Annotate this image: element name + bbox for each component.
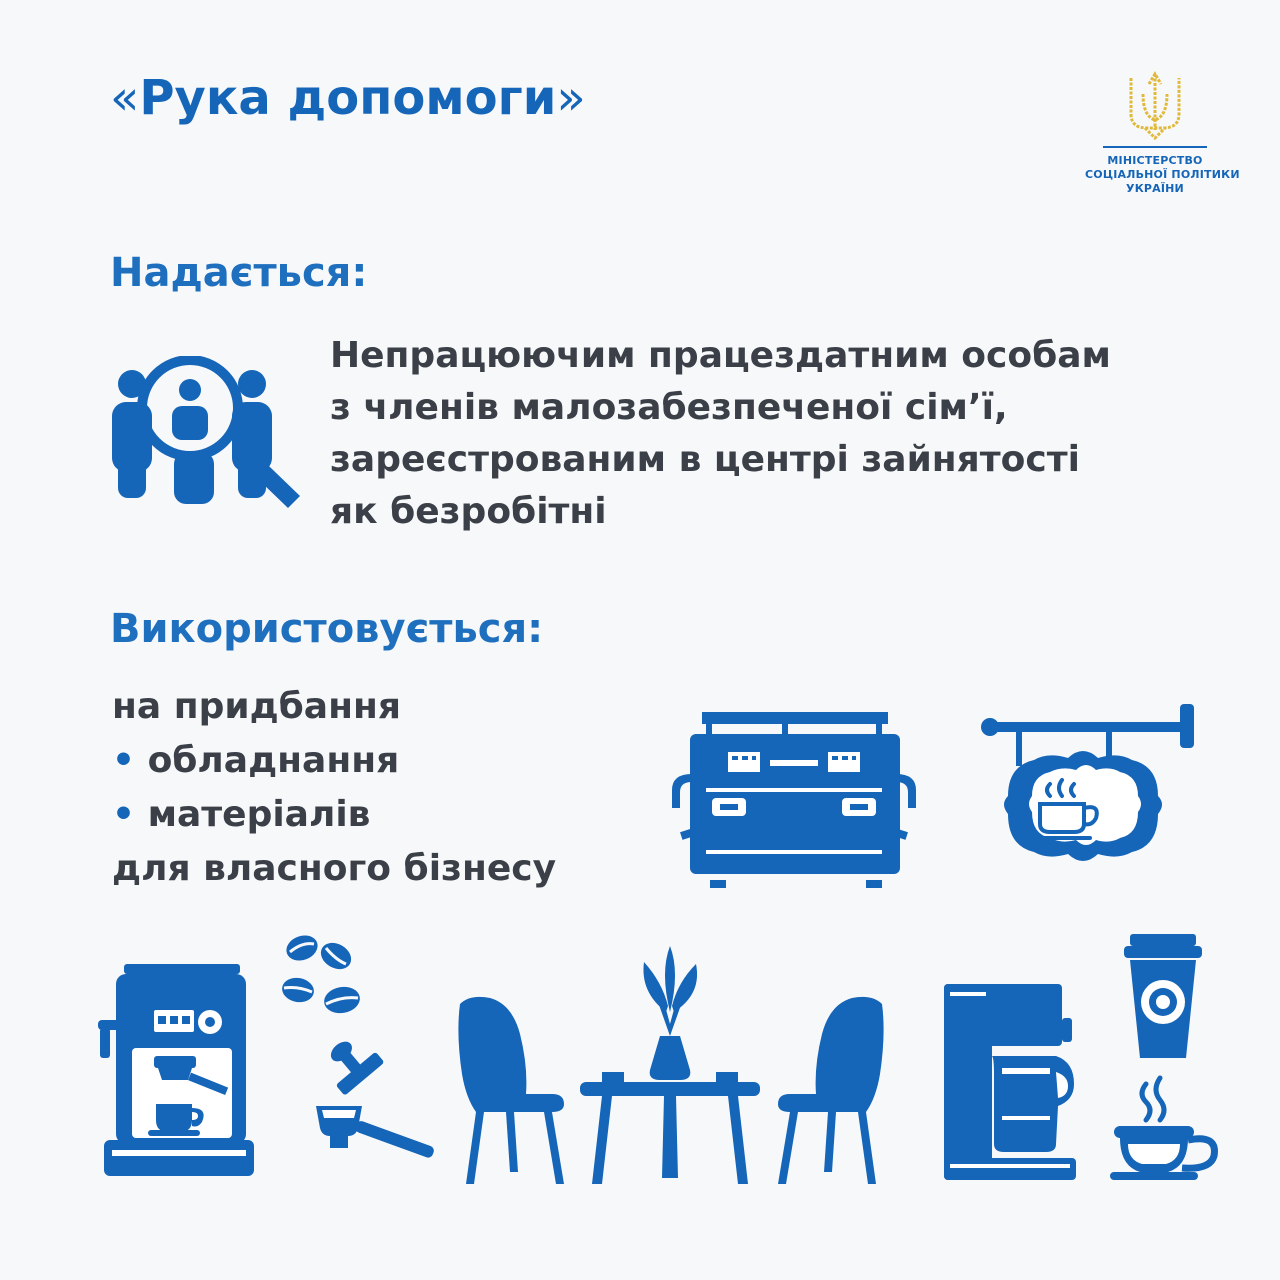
espresso-machine-icon <box>666 712 922 888</box>
coffee-machine-icon <box>98 964 258 1180</box>
drip-coffee-maker-icon <box>944 984 1080 1180</box>
bullet-mark: • <box>112 740 136 781</box>
hot-cup-icon <box>1110 1074 1222 1180</box>
eligibility-line: з членів малозабезпеченої сім’ї, <box>330 387 1008 428</box>
ministry-name-line-1: МІНІСТЕРСТВО <box>1107 154 1203 167</box>
bullet-mark: • <box>112 794 136 835</box>
coffee-beans-icon <box>274 926 374 1026</box>
ministry-name-line-2: СОЦІАЛЬНОЇ ПОЛІТИКИ <box>1085 168 1240 181</box>
people-search-icon <box>104 356 304 516</box>
usage-item-label: матеріалів <box>147 794 371 835</box>
title-close-quote: » <box>556 70 586 126</box>
ministry-name-line-3: УКРАЇНИ <box>1126 182 1184 195</box>
provided-heading: Надається: <box>110 250 368 296</box>
usage-outro: для власного бізнесу <box>112 848 557 889</box>
usage-item <box>112 734 556 788</box>
eligibility-line: Непрацюючим працездатним особам <box>330 335 1111 376</box>
cafe-table-vase-icon <box>580 942 760 1184</box>
tamper-portafilter-icon <box>306 1036 442 1172</box>
used-heading: Використовується: <box>110 606 544 652</box>
cafe-sign-icon <box>970 700 1200 890</box>
usage-list <box>112 680 556 896</box>
usage-intro: на придбання <box>112 686 401 727</box>
page-title <box>110 70 586 126</box>
title-text: Рука допомоги <box>139 70 557 126</box>
cafe-chair-left-icon <box>456 994 572 1184</box>
logo-divider <box>1103 146 1207 148</box>
eligibility-line: як безробітні <box>330 491 607 532</box>
eligibility-text <box>330 330 1111 538</box>
usage-item <box>112 788 556 842</box>
takeaway-cup-icon <box>1124 934 1202 1058</box>
eligibility-line: зареєстрованим в центрі зайнятості <box>330 439 1080 480</box>
ministry-logo <box>1085 70 1240 196</box>
cafe-chair-right-icon <box>770 994 886 1184</box>
trident-icon <box>1123 70 1187 142</box>
usage-item-label: обладнання <box>147 740 400 781</box>
title-open-quote: « <box>110 70 140 126</box>
